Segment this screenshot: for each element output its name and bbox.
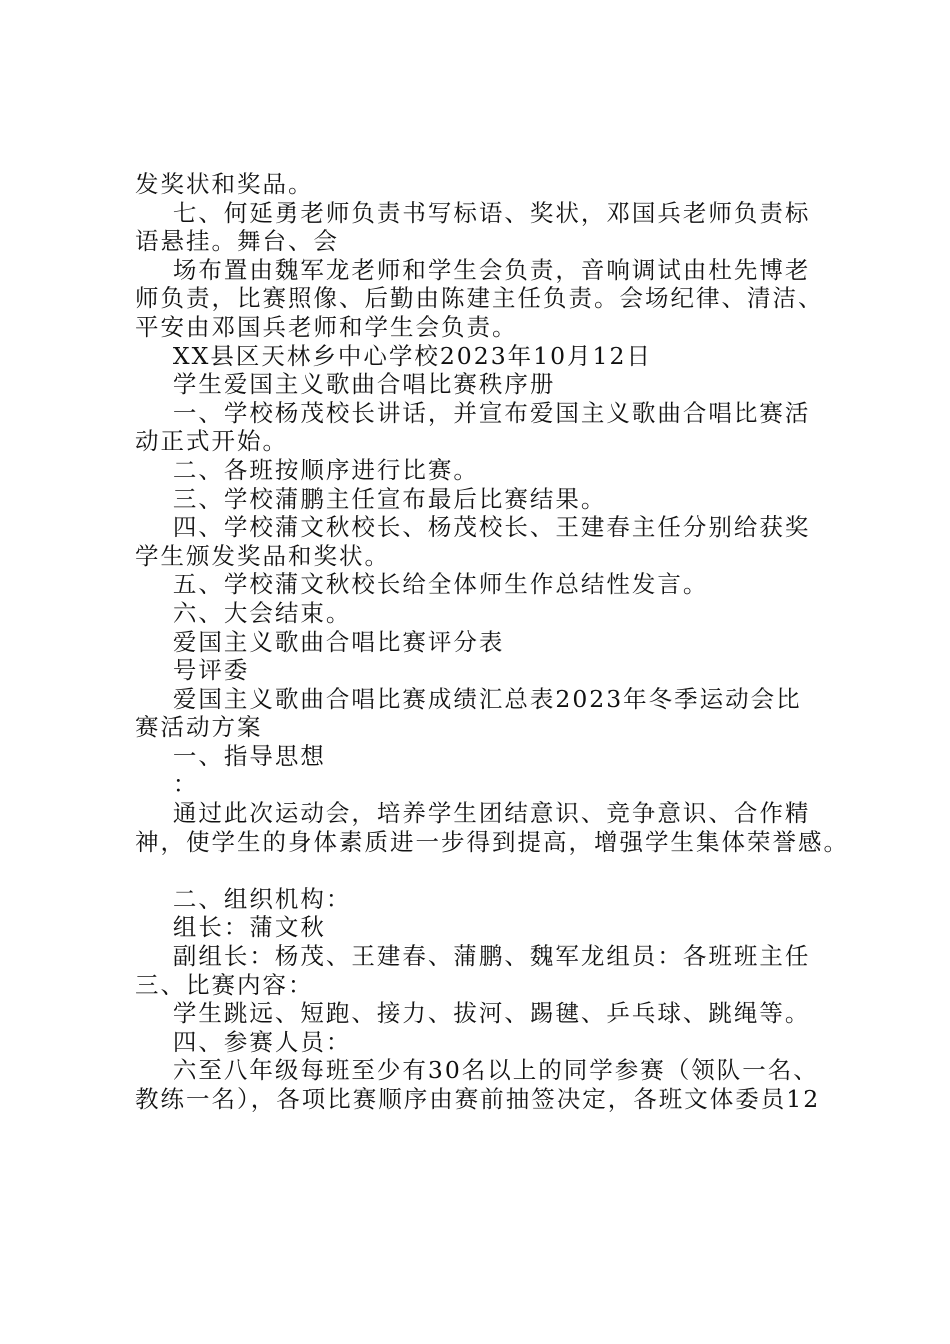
text-line: 动正式开始。 (135, 427, 288, 456)
text-line: 学生颁发奖品和奖状。 (135, 541, 390, 570)
text-line: XX县区天林乡中心学校2023年10月12日 (135, 341, 652, 370)
text-line: 语悬挂。舞台、会 (135, 227, 339, 256)
text-line: 教练一名），各项比赛顺序由赛前抽签决定，各班文体委员12 (135, 1085, 821, 1113)
text-line: 三、学校蒲鹏主任宣布最后比赛结果。 (135, 484, 607, 513)
text-line: 师负责，比赛照像、后勤由陈建主任负责。会场纪律、清洁、 (135, 284, 824, 313)
section-heading: 二、组织机构： (135, 884, 352, 913)
text-line: 一、学校杨茂校长讲话，并宣布爱国主义歌曲合唱比赛活 (135, 398, 811, 427)
text-line: 六、大会结束。 (135, 598, 352, 627)
section-title: 爱国主义歌曲合唱比赛评分表 (135, 627, 505, 656)
text-line: 副组长：杨茂、王建春、蒲鹏、魏军龙组员：各班班主任 (135, 942, 811, 971)
section-title: 爱国主义歌曲合唱比赛成绩汇总表2023年冬季运动会比 (135, 684, 802, 713)
text-line: 场布置由魏军龙老师和学生会负责，音响调试由杜先博老 (135, 255, 811, 284)
section-heading: 一、指导思想 (135, 741, 326, 770)
section-title: 学生爱国主义歌曲合唱比赛秩序册 (135, 370, 556, 399)
text-line: 神，使学生的身体素质进一步得到提高，增强学生集体荣誉感。 (135, 827, 849, 856)
blank-line (135, 856, 835, 885)
text-line: 组长：蒲文秋 (135, 913, 326, 942)
text-line: 六至八年级每班至少有30名以上的同学参赛（领队一名、 (135, 1056, 819, 1085)
text-line: 平安由邓国兵老师和学生会负责。 (135, 312, 518, 341)
text-line: ： (135, 770, 199, 799)
text-line: 七、何延勇老师负责书写标语、奖状，邓国兵老师负责标 (135, 198, 811, 227)
text-line: 通过此次运动会，培养学生团结意识、竞争意识、合作精 (135, 799, 811, 828)
section-heading: 四、参赛人员： (135, 1027, 352, 1056)
text-line: 四、学校蒲文秋校长、杨茂校长、王建春主任分别给获奖 (135, 513, 811, 542)
text-line: 号评委 (135, 656, 250, 685)
text-line: 二、各班按顺序进行比赛。 (135, 455, 479, 484)
text-line: 五、学校蒲文秋校长给全体师生作总结性发言。 (135, 570, 709, 599)
document-body (135, 170, 849, 1114)
section-heading: 三、比赛内容： (135, 970, 314, 999)
text-line: 发奖状和奖品。 (135, 170, 314, 198)
text-line: 赛活动方案 (135, 713, 263, 742)
text-line: 学生跳远、短跑、接力、拔河、踢毽、乒乓球、跳绳等。 (135, 999, 811, 1028)
